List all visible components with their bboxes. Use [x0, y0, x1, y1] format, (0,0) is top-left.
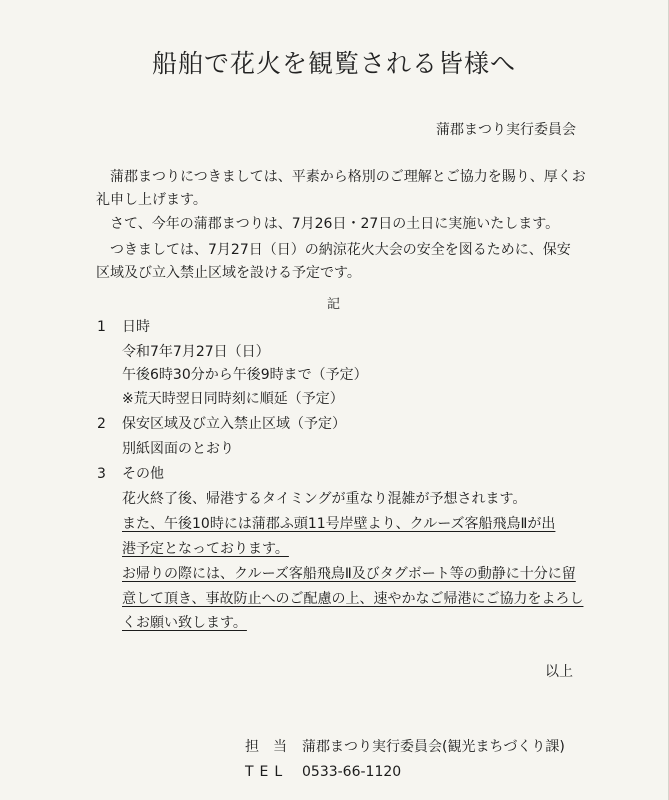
section-1-time: 午後6時30分から午後9時まで（予定） [122, 367, 368, 383]
section-2-heading: 保安区域及び立入禁止区域（予定） [122, 416, 346, 432]
ki-marker: 記 [327, 297, 341, 312]
section-3-line-1: 花火終了後、帰港するタイミングが重なり混雑が予想されます。 [122, 491, 527, 507]
contact-person-value: 蒲郡まつり実行委員会(観光まちづくり課) [302, 739, 565, 755]
section-3-heading: その他 [122, 466, 164, 482]
intro-paragraph-2: さて、今年の蒲郡まつりは、7月26日・27日の土日に実施いたします。 [110, 216, 560, 232]
section-3-line-5: 意して頂き、事故防止へのご配慮の上、速やかなご帰港にご協力をよろし [122, 591, 584, 607]
document-title: 船舶で花火を観覧される皆様へ [151, 49, 516, 78]
contact-tel-value: 0533-66-1120 [302, 764, 402, 780]
contact-person-label: 担 当 [245, 739, 287, 755]
intro-paragraph-3-line-2: 区域及び立入禁止区域を設ける予定です。 [96, 265, 361, 281]
section-3-number: 3 [97, 466, 106, 482]
section-2-number: 2 [97, 416, 106, 432]
contact-tel-label: TEL [245, 764, 289, 780]
organizer-name: 蒲郡まつり実行委員会 [436, 122, 576, 138]
section-2-detail: 別紙図面のとおり [122, 441, 234, 457]
section-3-line-2: また、午後10時には蒲郡ふ頭11号岸壁より、クルーズ客船飛鳥Ⅱが出 [122, 516, 556, 532]
closing-ijou: 以上 [545, 664, 573, 680]
section-3-line-3: 港予定となっております。 [122, 541, 289, 557]
section-1-number: 1 [97, 319, 106, 335]
section-1-heading: 日時 [122, 319, 150, 335]
intro-paragraph-3-line-1: つきましては、7月27日（日）の納涼花火大会の安全を図るために、保安 [110, 242, 571, 258]
section-3-line-6: くお願い致します。 [122, 615, 247, 631]
section-1-rain-note: ※荒天時翌日同時刻に順延（予定） [122, 391, 344, 407]
intro-paragraph-1-line-2: 礼申し上げます。 [96, 192, 207, 208]
section-3-line-4: お帰りの際には、クルーズ客船飛鳥Ⅱ及びタグボート等の動静に十分に留 [122, 566, 576, 582]
intro-paragraph-1-line-1: 蒲郡まつりにつきましては、平素から格別のご理解とご協力を賜り、厚くお [110, 169, 586, 185]
section-1-date: 令和7年7月27日（日） [122, 344, 270, 360]
